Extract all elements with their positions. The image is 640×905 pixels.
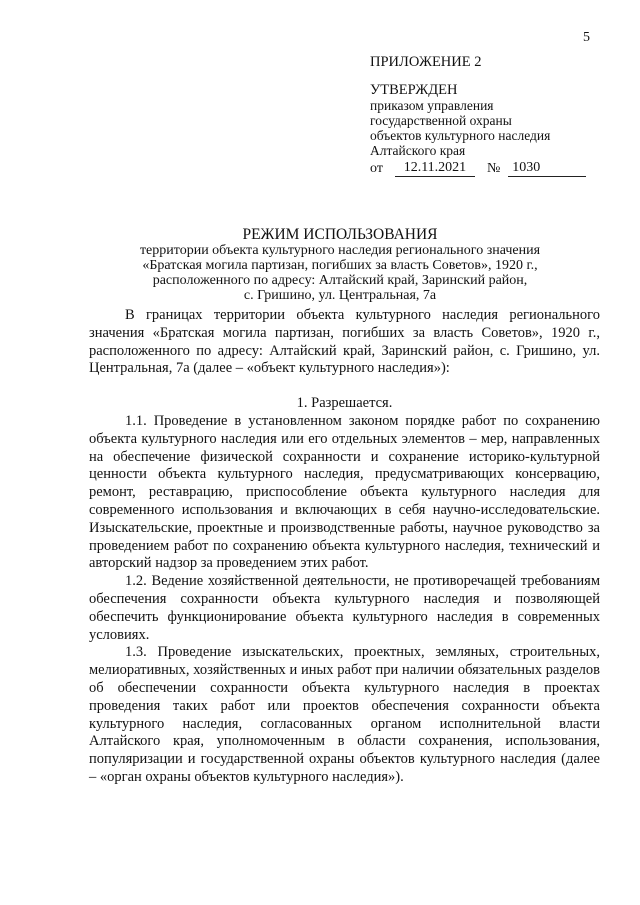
approved-by-line: Алтайского края <box>370 143 466 158</box>
order-number-field: 1030 <box>508 160 586 177</box>
intro-paragraph: В границах территории объекта культурного наследия регионального значения «Братская могила партизан, погибших за власть Советов», 1920 г., расположенного по адресу: Алтайский край, Заринский район, с. Гришино, ул. Центральная, 7а (далее – «объект культурного наследия»): <box>89 307 600 377</box>
page-number: 5 <box>583 30 590 45</box>
approved-by-line: объектов культурного наследия <box>370 128 551 143</box>
subtitle-line: расположенного по адресу: Алтайский край, Заринский район, <box>152 273 528 288</box>
approved-label: УТВЕРЖДЕН <box>370 82 458 98</box>
approved-by-line: государственной охраны <box>370 113 512 128</box>
approval-stamp-block <box>370 54 610 177</box>
date-prefix: от <box>370 161 383 176</box>
approved-by-line: приказом управления <box>370 98 494 113</box>
list-item: 1.1. Проведение в установленном законом порядке работ по сохранению объекта культурного наследия или его отдельных элементов – мер, направленных на обеспечение физической сохранности и сохранение историко-культурной ценности объекта культурного наследия, предусматривающих консервацию, ремонт, реставрацию, приспособление объекта культурного наследия для современного использования и включающих в себя научно-исследовательские. Изыскательские, проектные и производственные работы, научное руководство за проведением работ по сохранению объекта культурного наследия, технический и авторский надзор за проведением этих работ. <box>89 413 600 572</box>
subtitle-line: «Братская могила партизан, погибших за власть Советов», 1920 г., <box>142 258 538 273</box>
appendix-label: ПРИЛОЖЕНИЕ 2 <box>370 54 482 70</box>
list-item: 1.3. Проведение изыскательских, проектных, земляных, строительных, мелиоративных, хозяйственных и иных работ при наличии обязательных разделов об обеспечении сохранности объекта культурного наследия в проектах проведения таких работ или проектов обеспечения сохранности объекта культурного наследия, согласованных органом исполнительной власти Алтайского края, уполномоченным в области сохранения, использования, популяризации и государственной охраны объектов культурного наследия (далее – «орган охраны объектов культурного наследия»). <box>89 644 600 785</box>
subtitle-line: территории объекта культурного наследия регионального значения <box>139 243 541 258</box>
number-label: № <box>486 161 501 176</box>
section-heading: 1. Разрешается. <box>296 395 393 411</box>
document-title: РЕЖИМ ИСПОЛЬЗОВАНИЯ <box>242 226 438 243</box>
order-date-field: 12.11.2021 <box>395 160 475 177</box>
intro-paragraph-block <box>89 307 600 378</box>
order-date-number-line <box>370 160 610 177</box>
document-title-block <box>70 226 610 303</box>
permitted-items-list <box>89 413 600 787</box>
list-item: 1.2. Ведение хозяйственной деятельности, не противоречащей требованиям обеспечения сохранности объекта культурного наследия и позволяющей обеспечить функционирование объекта культурного наследия в современных условиях. <box>89 573 600 643</box>
subtitle-line: с. Гришино, ул. Центральная, 7а <box>243 288 437 303</box>
